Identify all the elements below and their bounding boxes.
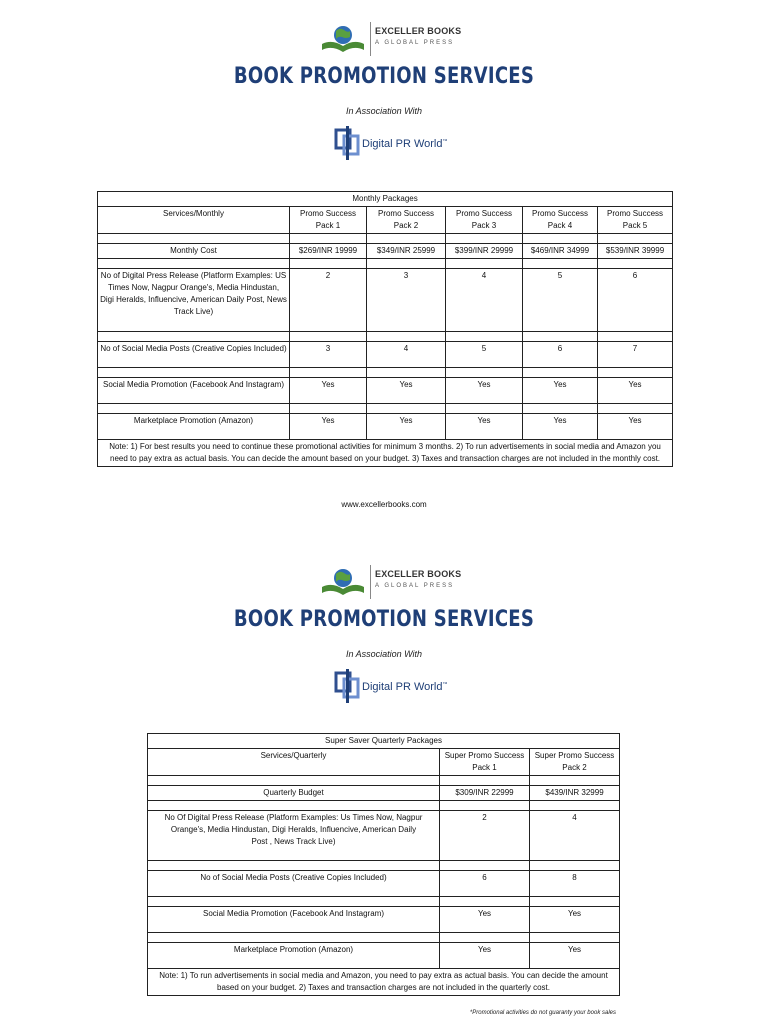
press-cell: 4 bbox=[530, 811, 620, 861]
logo-divider bbox=[370, 565, 371, 599]
brand-name: EXCELLER BOOKS bbox=[375, 26, 462, 36]
column-header-pack: Super Promo Success Pack 1 bbox=[440, 749, 530, 776]
cost-cell: $309/INR 22999 bbox=[440, 786, 530, 801]
cost-cell: $469/INR 34999 bbox=[523, 244, 598, 259]
smp-cell: Yes bbox=[530, 907, 620, 933]
partner-name: Digital PR World bbox=[362, 138, 443, 150]
book-globe-logo-icon bbox=[320, 24, 366, 54]
brand-tagline: A GLOBAL PRESS bbox=[375, 583, 455, 589]
smp-cell: Yes bbox=[290, 378, 367, 404]
mkt-cell: Yes bbox=[367, 414, 446, 440]
cost-cell: $399/INR 29999 bbox=[446, 244, 523, 259]
trademark: ™ bbox=[442, 138, 448, 145]
cost-cell: $539/INR 39999 bbox=[598, 244, 673, 259]
row-label-press-release: No of Digital Press Release (Platform Examples: US Times Now, Nagpur Orange's, Media Hindustan, Digi Heralds, Influencive, American Daily Post, News Track Live) bbox=[98, 269, 290, 332]
column-header-pack: Promo Success Pack 1 bbox=[290, 207, 367, 234]
quarterly-note: Note: 1) To run advertisements in social media and Amazon, you need to pay extra as actual basis. You can decide the amount based on your budget. 2) Taxes and transaction charges are not included in the quarterly cost. bbox=[148, 969, 620, 996]
column-header-services: Services/Quarterly bbox=[148, 749, 440, 776]
cost-cell: $439/INR 32999 bbox=[530, 786, 620, 801]
row-label-cost: Monthly Cost bbox=[98, 244, 290, 259]
social-cell: 3 bbox=[290, 342, 367, 368]
row-label-marketplace: Marketplace Promotion (Amazon) bbox=[148, 943, 440, 969]
cost-cell: $349/INR 25999 bbox=[367, 244, 446, 259]
social-cell: 5 bbox=[446, 342, 523, 368]
smp-cell: Yes bbox=[598, 378, 673, 404]
press-cell: 4 bbox=[446, 269, 523, 332]
smp-cell: Yes bbox=[440, 907, 530, 933]
social-cell: 6 bbox=[440, 871, 530, 897]
digital-pr-world-logo-icon bbox=[334, 126, 364, 160]
mkt-cell: Yes bbox=[530, 943, 620, 969]
social-cell: 4 bbox=[367, 342, 446, 368]
row-label-social-promotion: Social Media Promotion (Facebook And Instagram) bbox=[148, 907, 440, 933]
press-cell: 2 bbox=[440, 811, 530, 861]
brand-tagline: A GLOBAL PRESS bbox=[375, 40, 455, 46]
column-header-services: Services/Monthly bbox=[98, 207, 290, 234]
social-cell: 6 bbox=[523, 342, 598, 368]
exceller-logo bbox=[318, 561, 462, 603]
mkt-cell: Yes bbox=[523, 414, 598, 440]
smp-cell: Yes bbox=[446, 378, 523, 404]
partner-name: Digital PR World bbox=[362, 681, 443, 693]
digital-pr-world-logo bbox=[334, 126, 448, 160]
exceller-logo bbox=[318, 18, 462, 60]
column-header-pack: Super Promo Success Pack 2 bbox=[530, 749, 620, 776]
book-globe-logo-icon bbox=[320, 567, 366, 597]
digital-pr-world-logo bbox=[334, 669, 448, 703]
association-text: In Association With bbox=[345, 106, 423, 116]
disclaimer-text: *Promotional activities do not guaranty your book sales bbox=[469, 1010, 616, 1016]
column-header-pack: Promo Success Pack 5 bbox=[598, 207, 673, 234]
trademark: ™ bbox=[442, 681, 448, 688]
website-link[interactable]: www.excellerbooks.com bbox=[341, 500, 427, 509]
row-label-cost: Quarterly Budget bbox=[148, 786, 440, 801]
digital-pr-world-logo-icon bbox=[334, 669, 364, 703]
smp-cell: Yes bbox=[523, 378, 598, 404]
row-label-social-promotion: Social Media Promotion (Facebook And Instagram) bbox=[98, 378, 290, 404]
press-cell: 3 bbox=[367, 269, 446, 332]
monthly-note: Note: 1) For best results you need to continue these promotional activities for minimum 3 months. 2) To run advertisements in social media and Amazon you need to pay extra as actual basis. You can decide the amount based on your budget. 3) Taxes and transaction charges are not included in the monthly cost. bbox=[98, 440, 673, 467]
association-text: In Association With bbox=[345, 649, 423, 659]
row-label-marketplace: Marketplace Promotion (Amazon) bbox=[98, 414, 290, 440]
mkt-cell: Yes bbox=[598, 414, 673, 440]
social-cell: 7 bbox=[598, 342, 673, 368]
press-cell: 5 bbox=[523, 269, 598, 332]
page-title: BOOK PROMOTION SERVICES bbox=[233, 607, 535, 632]
press-cell: 6 bbox=[598, 269, 673, 332]
mkt-cell: Yes bbox=[446, 414, 523, 440]
brand-name: EXCELLER BOOKS bbox=[375, 569, 462, 579]
logo-divider bbox=[370, 22, 371, 56]
monthly-packages-table bbox=[97, 191, 673, 467]
quarterly-packages-table bbox=[147, 733, 620, 996]
smp-cell: Yes bbox=[367, 378, 446, 404]
press-cell: 2 bbox=[290, 269, 367, 332]
mkt-cell: Yes bbox=[440, 943, 530, 969]
social-cell: 8 bbox=[530, 871, 620, 897]
row-label-social-posts: No of Social Media Posts (Creative Copies Included) bbox=[148, 871, 440, 897]
column-header-pack: Promo Success Pack 2 bbox=[367, 207, 446, 234]
column-header-pack: Promo Success Pack 3 bbox=[446, 207, 523, 234]
mkt-cell: Yes bbox=[290, 414, 367, 440]
page-title: BOOK PROMOTION SERVICES bbox=[233, 64, 535, 89]
row-label-press-release: No Of Digital Press Release (Platform Examples: Us Times Now, Nagpur Orange's, Media Hindustan, Digi Heralds, Influencive, American Daily Post , News Track Live) bbox=[148, 811, 440, 861]
table-heading: Monthly Packages bbox=[98, 192, 673, 207]
cost-cell: $269/INR 19999 bbox=[290, 244, 367, 259]
row-label-social-posts: No of Social Media Posts (Creative Copies Included) bbox=[98, 342, 290, 368]
table-heading: Super Saver Quarterly Packages bbox=[148, 734, 620, 749]
column-header-pack: Promo Success Pack 4 bbox=[523, 207, 598, 234]
